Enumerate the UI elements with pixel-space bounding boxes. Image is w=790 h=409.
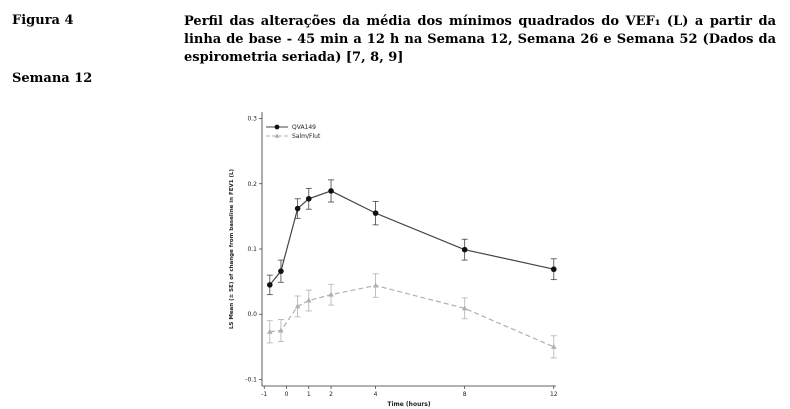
x-tick-label: 1: [306, 391, 311, 398]
y-tick-label: -0.1: [245, 376, 257, 384]
series-line-0: [270, 191, 554, 285]
data-point: [278, 328, 284, 333]
x-tick-label: -1: [261, 391, 268, 398]
y-axis-label: LS Mean (± SE) of change from baseline in FEV1 (L): [229, 168, 235, 330]
data-point: [295, 206, 301, 212]
x-tick-label: 4: [373, 391, 378, 398]
data-point: [462, 247, 468, 253]
legend-marker: [275, 125, 280, 130]
series-line-1: [270, 286, 554, 347]
section-title: Semana 12: [12, 71, 93, 86]
data-point: [328, 188, 334, 194]
figure-caption: Perfil das alterações da média dos mínimos quadrados do VEF₁ (L) a partir da linha de base - 45 min a 12 h na Semana 12, Semana 26 e Semana 52 (Dados da espirometria seriada) [7, 8, 9]: [184, 14, 776, 65]
data-point: [373, 283, 379, 288]
x-tick-label: 12: [549, 391, 558, 398]
y-tick-label: 0.1: [247, 246, 257, 253]
y-tick-label: 0.0: [247, 311, 257, 319]
data-point: [267, 282, 273, 288]
data-point: [373, 210, 379, 216]
x-tick-label: 2: [329, 391, 333, 398]
x-tick-label: 8: [462, 391, 467, 398]
y-tick-label: 0.2: [247, 180, 257, 188]
data-point: [306, 298, 312, 303]
y-tick-label: 0.3: [247, 115, 257, 123]
x-axis-label: Time (hours): [387, 401, 431, 408]
figure-label: Figura 4: [12, 13, 74, 28]
data-point: [551, 266, 557, 272]
data-point: [328, 292, 334, 297]
data-point: [306, 196, 312, 202]
legend-label: Salm/Flut: [292, 133, 321, 140]
x-tick-label: 0: [284, 391, 289, 398]
data-point: [278, 268, 284, 274]
legend-label: QVA149: [292, 124, 316, 131]
